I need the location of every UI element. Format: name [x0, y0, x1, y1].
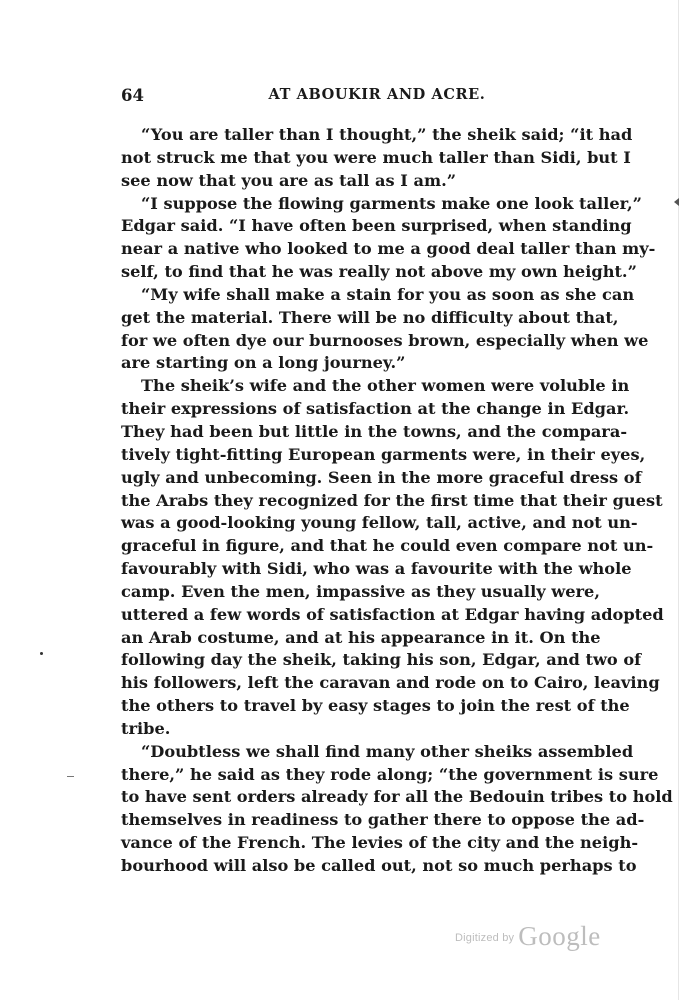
text-line: his followers, left the caravan and rode on to Cairo, leaving	[121, 673, 660, 693]
page-header	[121, 86, 593, 110]
text-line: Edgar said. “I have often been surprised, when standing	[121, 216, 632, 236]
google-watermark	[455, 921, 601, 957]
watermark-prefix: Digitized by	[455, 932, 515, 944]
text-line: tribe.	[121, 718, 171, 738]
text-line: “My wife shall make a stain for you as soon as she can	[141, 284, 635, 304]
text-line: “You are taller than I thought,” the sheik said; “it had	[141, 125, 633, 144]
text-line: They had been but little in the towns, and the compara-	[121, 421, 628, 441]
running-title: AT ABOUKIR AND ACRE.	[268, 86, 486, 103]
text-line: the others to travel by easy stages to join the rest of the	[121, 696, 630, 716]
text-line: vance of the French. The levies of the city and the neigh-	[121, 833, 639, 853]
text-line: uttered a few words of satisfaction at Edgar having adopted	[121, 604, 664, 624]
text-line: the Arabs they recognized for the first time that their guest	[121, 490, 663, 510]
text-line: to have sent orders already for all the Bedouin tribes to hold	[121, 787, 673, 807]
page-number: 64	[121, 86, 144, 105]
text-line: near a native who looked to me a good deal taller than my-	[121, 239, 656, 259]
text-line: get the material. There will be no difficulty about that,	[121, 307, 619, 327]
text-line: for we often dye our burnooses brown, especially when we	[121, 330, 649, 350]
text-line: tively tight-fitting European garments were, in their eyes,	[121, 444, 646, 464]
text-line: ugly and unbecoming. Seen in the more graceful dress of	[121, 467, 642, 487]
page-edge-line	[678, 0, 679, 1000]
text-line: not struck me that you were much taller than Sidi, but I	[121, 147, 631, 167]
margin-dash-icon	[67, 776, 74, 777]
margin-arrow-icon	[674, 198, 679, 206]
text-line: following day the sheik, taking his son, Edgar, and two of	[121, 650, 642, 670]
text-line: The sheik’s wife and the other women were voluble in	[141, 376, 630, 396]
body-text	[121, 124, 673, 878]
text-line: “I suppose the flowing garments make one look taller,”	[141, 193, 642, 213]
text-line: there,” he said as they rode along; “the government is sure	[121, 764, 659, 784]
text-line: bourhood will also be called out, not so much perhaps to	[121, 856, 637, 875]
watermark-brand: Google	[518, 921, 601, 951]
text-line: themselves in readiness to gather there to oppose the ad-	[121, 810, 645, 830]
margin-dot-icon	[40, 652, 43, 655]
text-line: are starting on a long journey.”	[121, 353, 406, 373]
text-line: their expressions of satisfaction at the change in Edgar.	[121, 399, 630, 419]
text-line: favourably with Sidi, who was a favourite with the whole	[121, 559, 632, 579]
text-line: see now that you are as tall as I am.”	[121, 170, 457, 190]
text-line: an Arab costume, and at his appearance in it. On the	[121, 627, 601, 647]
text-line: graceful in figure, and that he could even compare not un-	[121, 536, 654, 556]
text-line: was a good-looking young fellow, tall, active, and not un-	[121, 513, 638, 533]
text-line: self, to find that he was really not above my own height.”	[121, 262, 637, 282]
text-line: “Doubtless we shall find many other sheiks assembled	[141, 741, 634, 761]
text-line: camp. Even the men, impassive as they usually were,	[121, 581, 600, 601]
